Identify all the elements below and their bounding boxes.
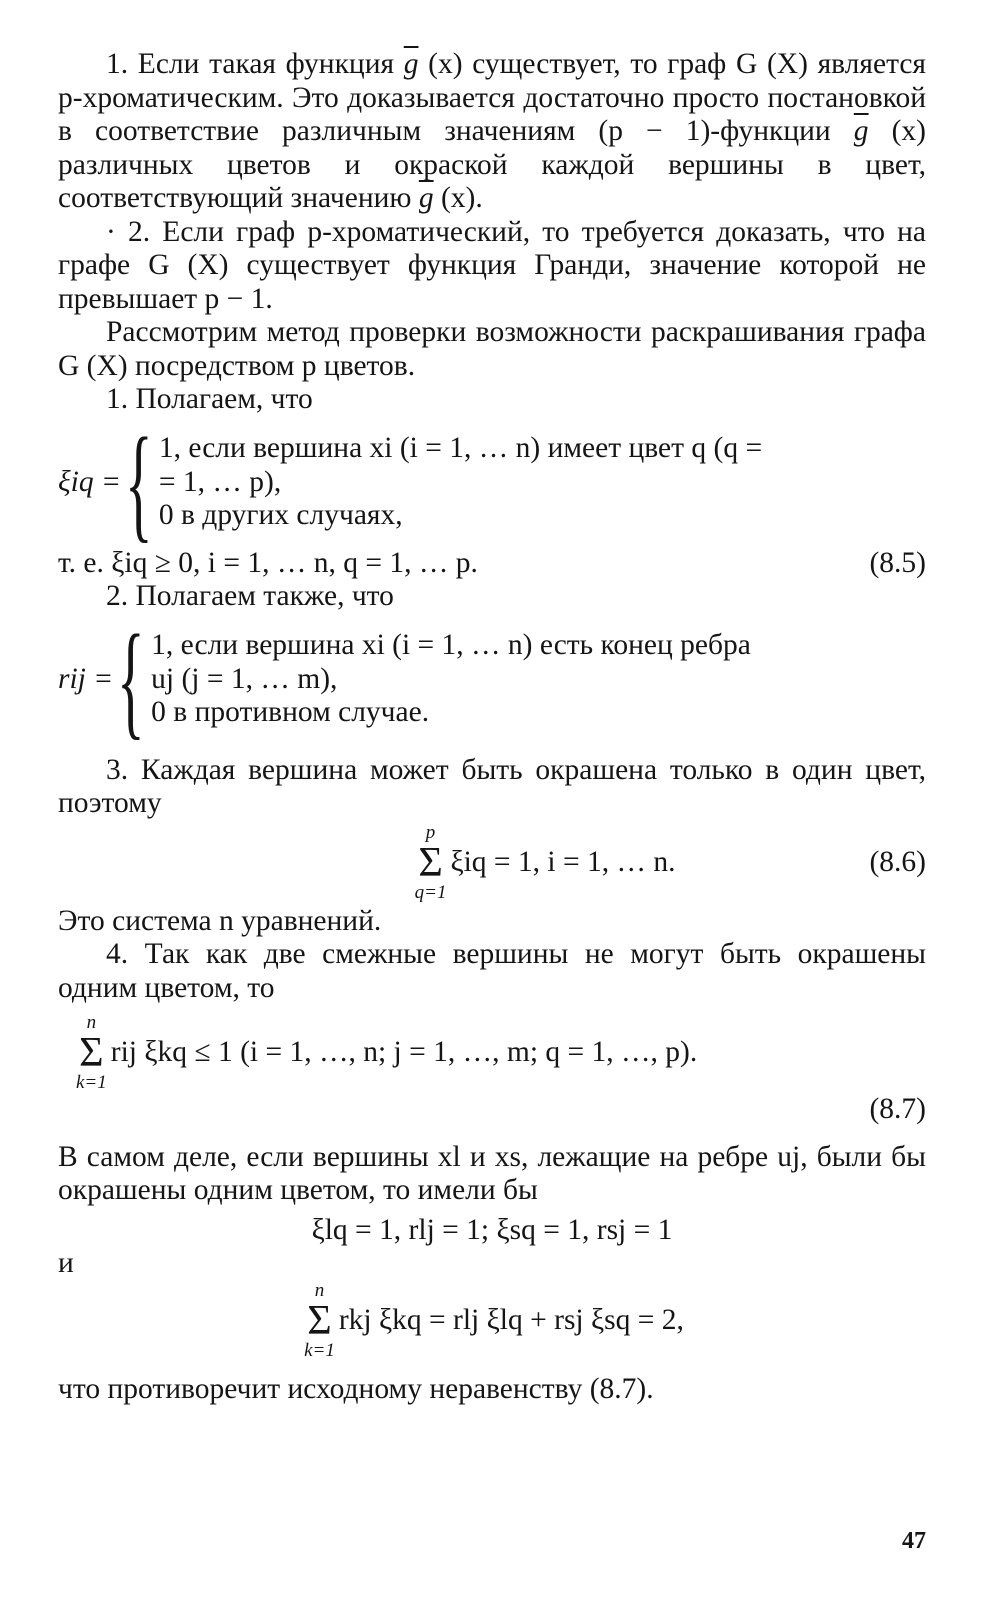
xi-lhs: ξiq = (58, 465, 121, 498)
eq85-number: (8.5) (869, 546, 926, 579)
r-cases (151, 629, 926, 730)
step-4: 4. Так как две смежные вершины не могут быть окрашены одним цветом, то (58, 938, 926, 1004)
summation-symbol (415, 823, 447, 903)
g-bar-symbol: $\overline{g}$ (418, 182, 434, 214)
xi-cases (159, 432, 926, 533)
sum-lower-limit: k=1 (304, 1339, 335, 1361)
r-case-1: 1, если вершина xi (i = 1, … n) есть конец ребра (151, 629, 751, 662)
sum-lower-limit: q=1 (414, 881, 447, 903)
r-lhs: rij = (58, 662, 114, 695)
xi-definition (58, 411, 926, 554)
r-case-2: uj (j = 1, … m), (151, 662, 338, 695)
g-bar-symbol: $\overline{g}$ (403, 48, 419, 80)
paragraph-2: · 2. Если граф p-хроматический, то требуется доказать, что на графе G (X) существует функция Гранди, значение которой не превышает p − 1. (58, 215, 926, 315)
eq86-body: ξiq = 1, i = 1, … n. (450, 845, 676, 878)
g-bar-symbol: $\overline{g}$ (853, 115, 869, 147)
step-1: 1. Полагаем, что (106, 383, 313, 415)
eq86-expression (411, 823, 676, 903)
equation-8-5 (58, 547, 926, 581)
sigma-glyph: Σ (79, 1030, 104, 1076)
step-3: 3. Каждая вершина может быть окрашена только в один цвет, поэтому (58, 753, 926, 819)
eq86-number: (8.6) (869, 845, 926, 878)
paragraph-indeed: В самом деле, если вершины xl и xs, лежащие на ребре uj, были бы окрашены одним цветом, то имели бы (58, 1140, 926, 1206)
equation-8-7 (72, 1013, 926, 1093)
sum-upper-limit: n (314, 1279, 325, 1301)
summation-symbol (304, 1281, 335, 1361)
xi-case-1: 1, если вершина xi (i = 1, … n) имеет цвет q (q = (158, 432, 763, 465)
sum-upper-limit: n (86, 1012, 97, 1033)
and-word: и (58, 1247, 74, 1279)
eq87-body: rij ξkq ≤ 1 (i = 1, …, n; j = 1, …, m; q = 1, …, p). (110, 1036, 698, 1069)
eq87-number-row (58, 1093, 926, 1127)
page-number: 47 (902, 1528, 926, 1554)
sum-lower-limit: k=1 (76, 1072, 107, 1093)
r-case-3: 0 в противном случае. (151, 696, 430, 729)
step-2: 2. Полагаем также, что (106, 580, 394, 612)
eq87-number: (8.7) (869, 1093, 926, 1125)
equation-sum-2 (58, 1281, 926, 1361)
equation-8-6 (58, 823, 926, 903)
sigma-glyph: Σ (418, 839, 443, 886)
eq85-body: т. е. ξiq ≥ 0, i = 1, … n, q = 1, … p. (58, 546, 478, 579)
eq-sum2-body: rkj ξkq = rlj ξlq + rsj ξsq = 2, (338, 1303, 684, 1336)
page-body (58, 48, 926, 1406)
para1-text-a: 1. Если такая функция (106, 48, 404, 80)
para1-text-b: (x) существует, то граф G (X) является p-хроматическим. Это доказывается достаточно просто постановкой в соответствие различным значениям (p − 1)-функции (58, 48, 926, 147)
para1-text-d: (x). (433, 182, 483, 214)
system-line: Это система n уравнений. (58, 904, 382, 937)
paragraph-3: Рассмотрим метод проверки возможности раскрашивания графа G (X) посредством p цветов. (58, 316, 926, 382)
r-definition (58, 608, 926, 751)
para1-text-c: (x) различных цветов и окраской каждой вершины в цвет, соответствующий значению (58, 115, 926, 214)
summation-symbol (76, 1013, 107, 1093)
sum-upper-limit: p (425, 821, 436, 843)
left-brace: { (124, 411, 153, 554)
paragraph-1 (58, 48, 926, 216)
sigma-glyph: Σ (307, 1297, 332, 1344)
left-brace: { (117, 608, 145, 751)
xi-case-3: 0 в других случаях, (158, 499, 403, 532)
xi-case-2: = 1, … p), (158, 465, 282, 498)
conclusion: что противоречит исходному неравенству (8.7). (58, 1372, 654, 1405)
equation-line: ξlq = 1, rlj = 1; ξsq = 1, rsj = 1 (311, 1213, 673, 1246)
